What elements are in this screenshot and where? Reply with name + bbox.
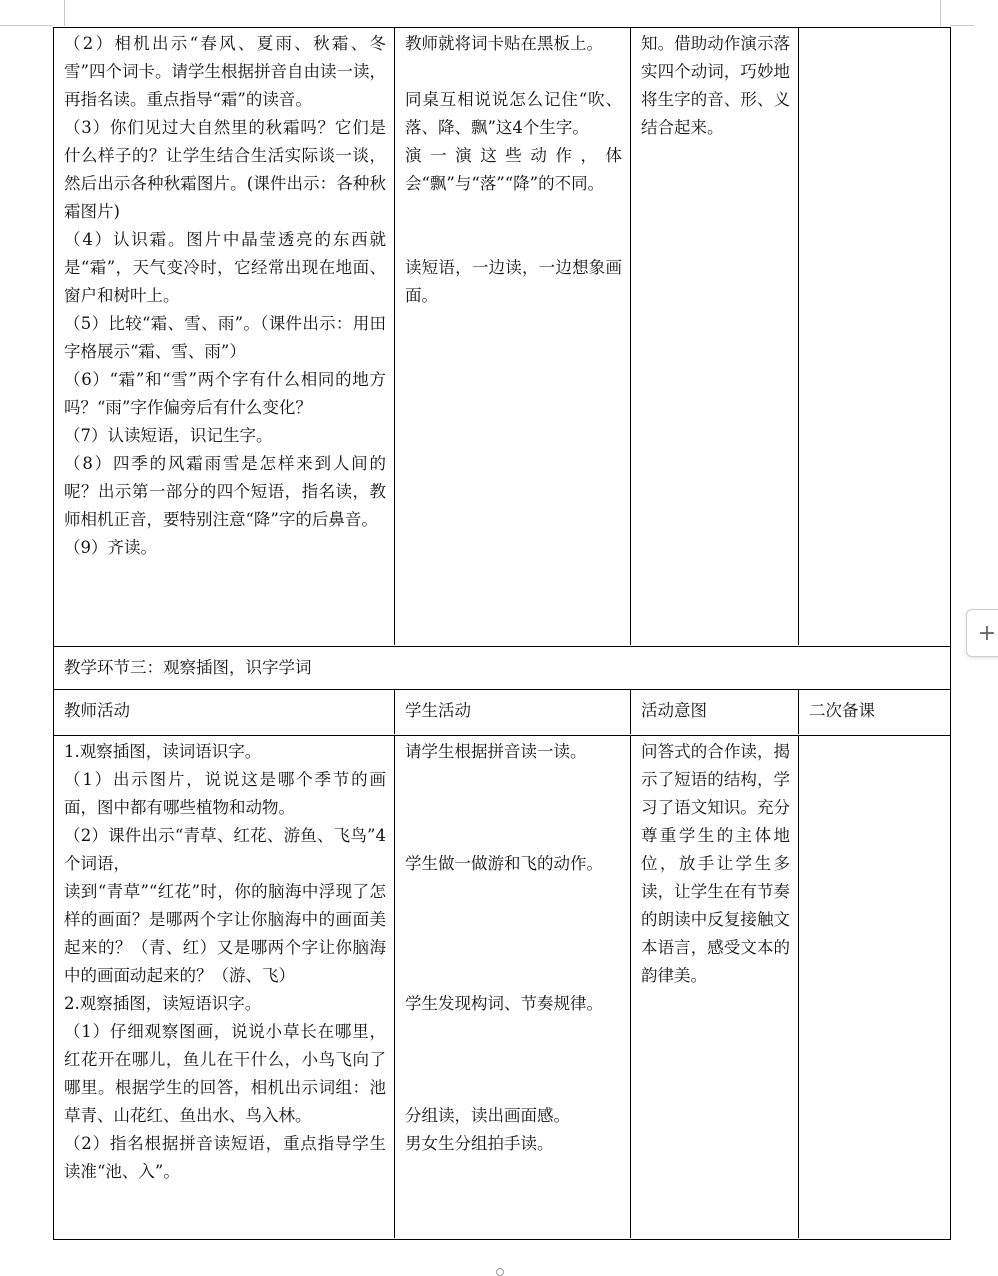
teacher-step: 读到“青草”“红花”时，你的脑海中浮现了怎样的画面？是哪两个字让你脑海中的画面美起来的？（青、红）又是哪两个字让你脑海中的画面动起来的？（游、飞） [64, 882, 386, 985]
intent-text: 知。借助动作演示落实四个动词，巧妙地将生字的音、形、义结合起来。 [641, 34, 790, 137]
student-step: 男女生分组拍手读。 [405, 1134, 554, 1153]
intent-cell [631, 28, 799, 645]
teacher-step: （1）出示图片，说说这是哪个季节的画面，图中都有哪些植物和动物。 [64, 770, 386, 817]
header-second-prep: 二次备课 [809, 701, 875, 720]
student-step: 读短语，一边读，一边想象画面。 [405, 258, 622, 305]
teacher-step: （8）四季的风霜雨雪是怎样来到人间的呢？出示第一部分的四个短语，指名读，教师相机正音，要特别注意“降”字的后鼻音。 [64, 454, 386, 529]
intent-text: 问答式的合作读，揭示了短语的结构，学习了语文知识。充分尊重学生的主体地位，放手让学生多读，让学生在有节奏的朗读中反复接触文本语言，感受文本的韵律美。 [641, 742, 790, 985]
table-header-row [53, 690, 951, 736]
crop-mark [950, 25, 974, 26]
lesson-table-row-1 [53, 27, 951, 647]
student-step: 演一演这些动作，体会“飘”与“落”“降”的不同。 [405, 146, 622, 193]
header-student: 学生活动 [395, 690, 631, 734]
student-step: 请学生根据拼音读一读。 [405, 742, 587, 761]
teacher-step: （3）你们见过大自然里的秋霜吗？它们是什么样子的？让学生结合生活实际谈一谈，然后出示各种秋霜图片。(课件出示：各种秋霜图片) [64, 118, 386, 221]
student-step: 同桌互相说说怎么记住“吹、落、降、飘”这4个生字。 [405, 90, 622, 137]
student-step: 学生发现构词、节奏规律。 [405, 994, 603, 1013]
section-title: 教学环节三：观察插图，识字学词 [53, 646, 951, 690]
lesson-table-row-2 [53, 735, 951, 1240]
teacher-step: （2）相机出示“春风、夏雨、秋霜、冬雪”四个词卡。请学生根据拼音自由读一读，再指名读。重点指导“霜”的读音。 [64, 34, 386, 109]
second-prep-cell [799, 736, 949, 1238]
intent-cell [631, 736, 799, 1238]
header-intent: 活动意图 [631, 690, 799, 734]
crop-mark [0, 25, 52, 26]
teacher-step: （2）课件出示“青草、红花、游鱼、飞鸟”4个词语， [64, 826, 386, 873]
teacher-step: 1.观察插图，读词语识字。 [64, 742, 262, 761]
teacher-step: （2）指名根据拼音读短语，重点指导学生读准“池、入”。 [64, 1134, 386, 1181]
crop-mark [940, 0, 941, 26]
teacher-step: （1）仔细观察图画，说说小草长在哪里，红花开在哪儿，鱼儿在干什么，小鸟飞向了哪里。根据学生的回答，相机出示词组：池草青、山花红、鱼出水、鸟入林。 [64, 1022, 386, 1125]
student-step: 分组读，读出画面感。 [405, 1106, 570, 1125]
teacher-activity-cell [54, 736, 395, 1238]
teacher-step: 2.观察插图，读短语识字。 [64, 994, 262, 1013]
teacher-step: （4）认识霜。图片中晶莹透亮的东西就是“霜”，天气变冷时，它经常出现在地面、窗户和树叶上。 [64, 230, 386, 305]
student-step: 学生做一做游和飞的动作。 [405, 854, 603, 873]
teacher-activity-cell [54, 28, 395, 645]
crop-mark [64, 0, 65, 26]
second-prep-cell [799, 28, 949, 645]
student-activity-cell [395, 736, 631, 1238]
page-indicator [496, 1268, 504, 1276]
teacher-step: （9）齐读。 [64, 538, 157, 557]
student-step: 教师就将词卡贴在黑板上。 [405, 34, 603, 53]
add-icon[interactable]: + [966, 609, 998, 657]
teacher-step: （6）“霜”和“雪”两个字有什么相同的地方吗？“雨”字作偏旁后有什么变化？ [64, 370, 386, 417]
header-teacher: 教师活动 [54, 690, 395, 734]
teacher-step: （7）认读短语，识记生字。 [64, 426, 273, 445]
teacher-step: （5）比较“霜、雪、雨”。（课件出示：用田字格展示“霜、雪、雨”） [64, 314, 386, 361]
student-activity-cell [395, 28, 631, 645]
